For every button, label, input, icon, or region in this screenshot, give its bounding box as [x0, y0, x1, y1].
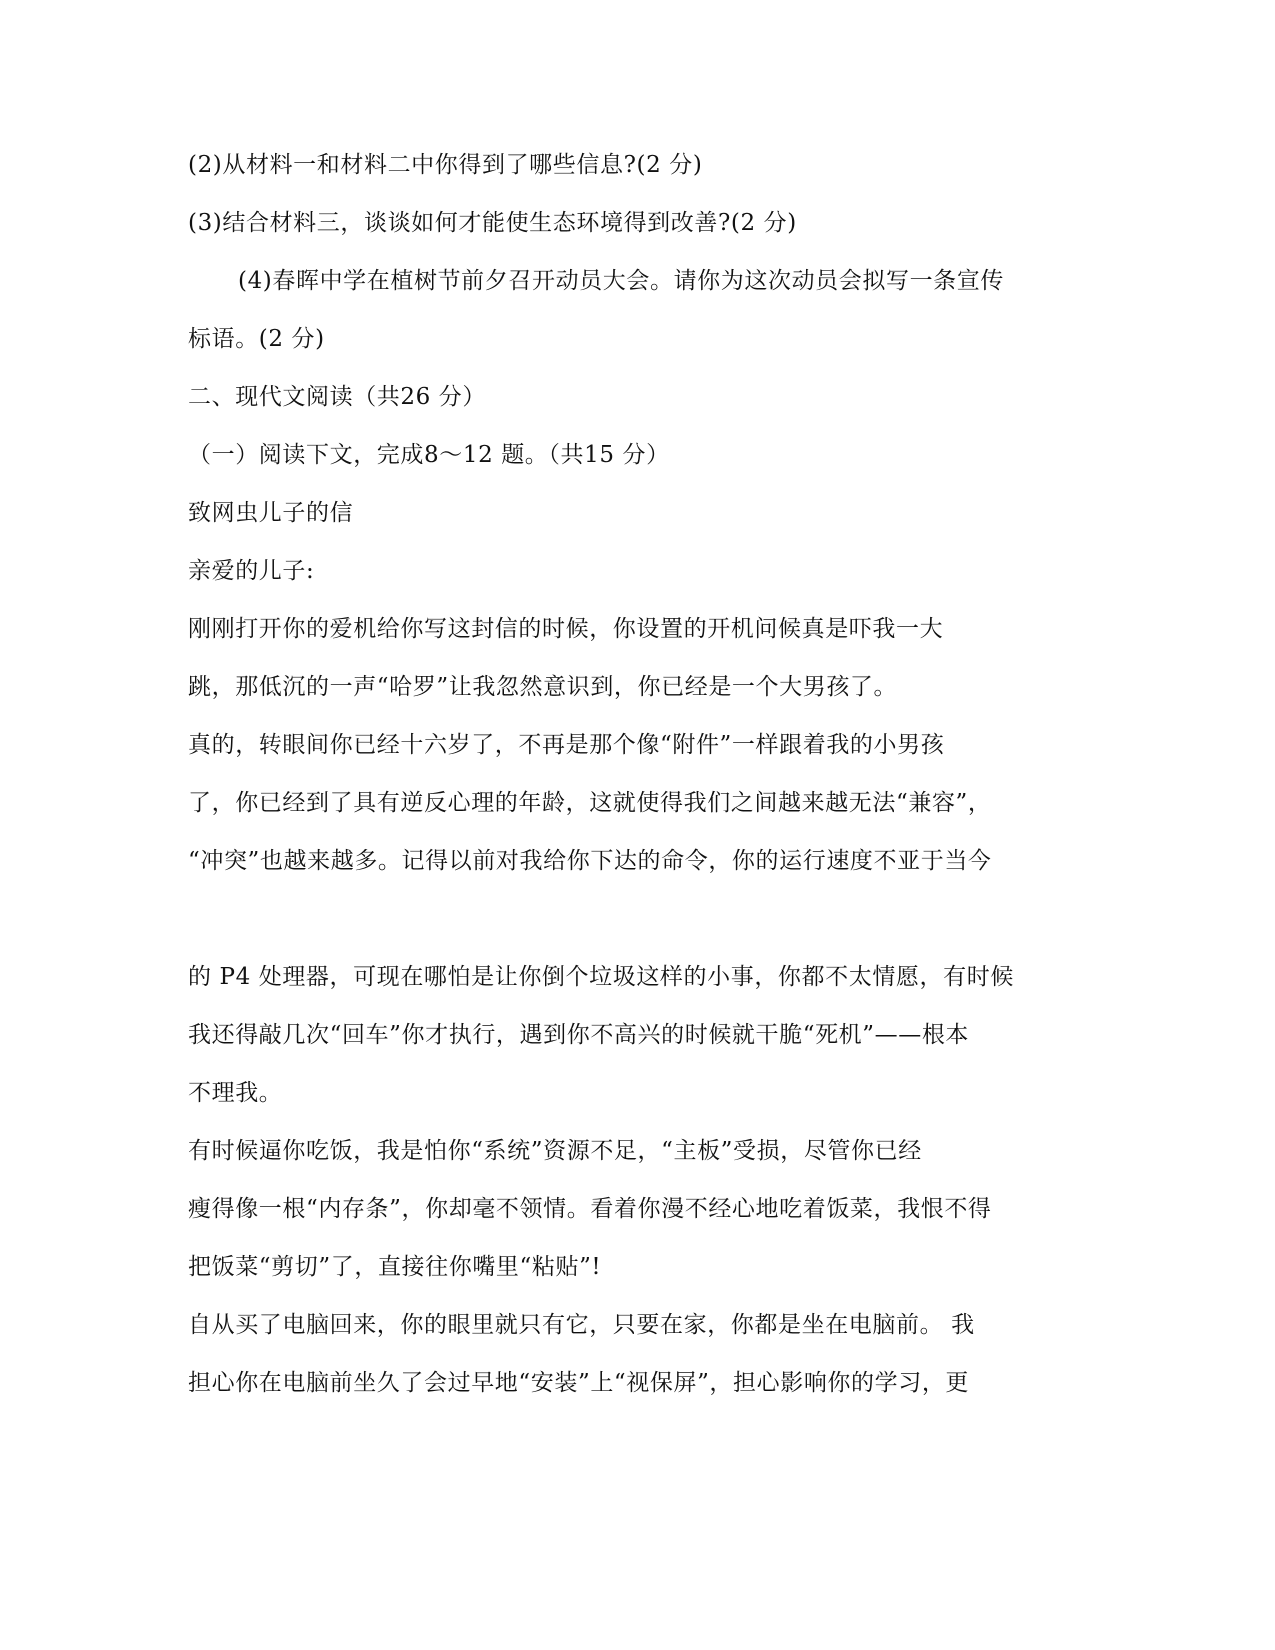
question-4-continued: 标语。(2 分) [188, 326, 325, 352]
paragraph-line: 把饭菜“剪切”了，直接往你嘴里“粘贴”! [188, 1254, 602, 1280]
question-2: (2)从材料一和材料二中你得到了哪些信息?(2 分) [188, 152, 703, 178]
subsection-heading: （一）阅读下文，完成8～12 题。（共15 分） [188, 442, 670, 468]
paragraph-line: 担心你在电脑前坐久了会过早地“安装”上“视保屏”，担心影响你的学习，更 [188, 1370, 970, 1396]
paragraph-line: 我还得敲几次“回车”你才执行，遇到你不高兴的时候就干脆“死机”——根本 [188, 1022, 970, 1048]
article-title: 致网虫儿子的信 [188, 500, 354, 526]
paragraph-line: “冲突”也越来越多。记得以前对我给你下达的命令，你的运行速度不亚于当今 [188, 848, 992, 874]
paragraph-line: 有时候逼你吃饭，我是怕你“系统”资源不足，“主板”受损，尽管你已经 [188, 1138, 922, 1164]
question-3: (3)结合材料三，谈谈如何才能使生态环境得到改善?(2 分) [188, 210, 797, 236]
letter-salutation: 亲爱的儿子: [188, 558, 315, 584]
paragraph-line: 跳，那低沉的一声“哈罗”让我忽然意识到，你已经是一个大男孩了。 [188, 674, 898, 700]
paragraph-line: 真的，转眼间你已经十六岁了，不再是那个像“附件”一样跟着我的小男孩 [188, 732, 945, 758]
section-heading: 二、现代文阅读（共26 分） [188, 384, 486, 410]
paragraph-line: 了，你已经到了具有逆反心理的年龄，这就使得我们之间越来越无法“兼容”， [188, 790, 992, 816]
paragraph-line: 自从买了电脑回来，你的眼里就只有它，只要在家，你都是坐在电脑前。 我 [188, 1312, 975, 1338]
question-4: (4)春晖中学在植树节前夕召开动员大会。请你为这次动员会拟写一条宣传 [238, 268, 1004, 294]
paragraph-line: 不理我。 [188, 1080, 283, 1106]
paragraph-line: 的 P4 处理器，可现在哪怕是让你倒个垃圾这样的小事，你都不太情愿，有时候 [188, 964, 1014, 990]
paragraph-line: 刚刚打开你的爱机给你写这封信的时候，你设置的开机问候真是吓我一大 [188, 616, 944, 642]
paragraph-line: 瘦得像一根“内存条”，你却毫不领情。看着你漫不经心地吃着饭菜，我恨不得 [188, 1196, 992, 1222]
